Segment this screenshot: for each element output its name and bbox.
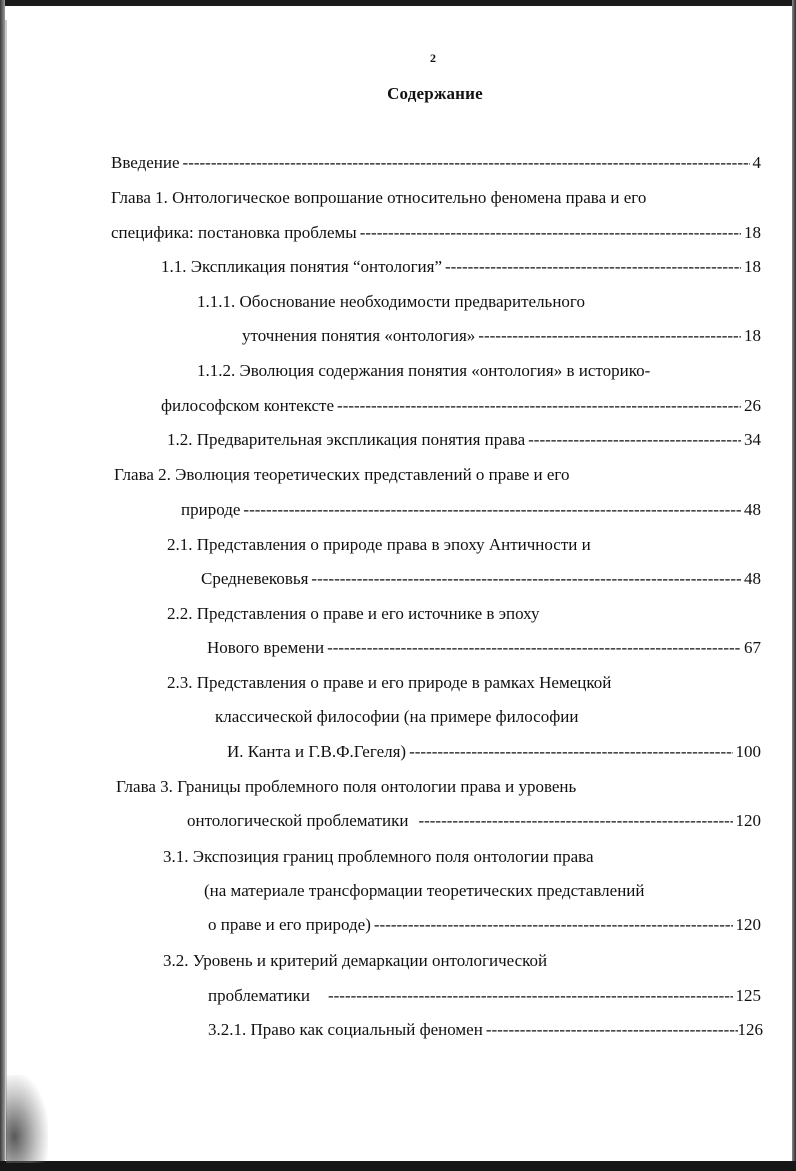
toc-leader [445, 256, 741, 278]
toc-page-number: 120 [735, 915, 761, 934]
toc-page-number: 4 [752, 153, 761, 172]
toc-leader [327, 637, 741, 659]
scan-border-bottom [0, 1161, 796, 1171]
toc-entry-section-3-2-line1[interactable]: 3.2. Уровень и критерий демаркации онтологической [163, 951, 548, 970]
toc-page-number: 48 [744, 569, 761, 588]
toc-entry-section-1-1[interactable] [161, 256, 761, 278]
toc-entry-chapter-2[interactable] [181, 499, 761, 521]
toc-entry-section-3-1-line1[interactable]: 3.1. Экспозиция границ проблемного поля онтологии права [163, 847, 594, 866]
toc-entry-label: онтологической проблематики [187, 811, 409, 830]
toc-entry-section-2-2-line1[interactable]: 2.2. Представления о праве и его источнике в эпоху [167, 604, 540, 623]
toc-leader [409, 741, 732, 763]
toc-entry-section-1-1-1[interactable] [242, 325, 761, 347]
toc-leader [418, 810, 732, 832]
toc-page-number: 48 [744, 500, 761, 519]
toc-page-number: 18 [744, 223, 761, 242]
toc-page-number: 125 [735, 986, 761, 1005]
toc-entry-label: 1.1. Экспликация понятия “онтология” [161, 257, 442, 276]
toc-entry-label: природе [181, 500, 241, 519]
toc-leader [360, 222, 741, 244]
scan-smudge [6, 1075, 48, 1163]
toc-leader [328, 985, 733, 1007]
toc-entry-chapter-1[interactable] [111, 222, 761, 244]
toc-page-number: 18 [744, 326, 761, 345]
toc-entry-section-2-3-line2[interactable]: классической философии (на примере философии [215, 707, 579, 726]
toc-entry-label: И. Канта и Г.В.Ф.Гегеля) [227, 742, 407, 761]
scan-edge-shadow [5, 20, 7, 1160]
toc-entry-label: 1.2. Предварительная экспликация понятия права [167, 430, 526, 449]
toc-entry-label: Средневековья [201, 569, 309, 588]
toc-entry-chapter-2-line1[interactable]: Глава 2. Эволюция теоретических представлений о праве и его [114, 465, 570, 484]
toc-leader [528, 429, 741, 451]
toc-entry-section-2-3-line1[interactable]: 2.3. Представления о праве и его природе в рамках Немецкой [167, 673, 612, 692]
toc-page-number: 67 [744, 638, 761, 657]
toc-page-number: 18 [744, 257, 761, 276]
page-title: Содержание [387, 84, 483, 103]
toc-page-number: 26 [744, 396, 761, 415]
toc-page-number: 120 [735, 811, 761, 830]
toc-entry-chapter-3[interactable] [187, 810, 761, 832]
toc-entry-section-3-1[interactable] [208, 914, 761, 936]
toc-leader [486, 1019, 738, 1041]
toc-entry-section-2-1-line1[interactable]: 2.1. Представления о природе права в эпоху Античности и [167, 535, 591, 554]
toc-entry-section-1-1-2-line1[interactable]: 1.1.2. Эволюция содержания понятия «онтология» в историко- [197, 361, 651, 380]
toc-entry-label: 3.2.1. Право как социальный феномен [208, 1020, 483, 1039]
toc-leader [337, 395, 741, 417]
toc-leader [374, 914, 733, 936]
toc-entry-section-2-1[interactable] [201, 568, 761, 590]
toc-entry-section-3-2-1[interactable] [208, 1019, 763, 1041]
toc-entry-label: философском контексте [161, 396, 335, 415]
toc-entry-label: уточнения понятия «онтология» [242, 326, 476, 345]
toc-entry-chapter-1-line1[interactable]: Глава 1. Онтологическое вопрошание относительно феномена права и его [111, 188, 647, 207]
toc-entry-label: Введение [111, 153, 180, 172]
toc-leader [243, 499, 741, 521]
toc-entry-label: о праве и его природе) [208, 915, 371, 934]
toc-page-number: 34 [744, 430, 761, 449]
page-number: 2 [430, 51, 436, 65]
toc-entry-label: проблематики [208, 986, 310, 1005]
toc-entry-section-1-1-2[interactable] [161, 395, 761, 417]
toc-entry-intro[interactable] [111, 152, 761, 174]
toc-entry-section-2-3[interactable] [227, 741, 761, 763]
toc-page-number: 100 [735, 742, 761, 761]
toc-entry-label: Нового времени [207, 638, 325, 657]
toc-entry-section-1-1-1-line1[interactable]: 1.1.1. Обоснование необходимости предварительного [197, 292, 585, 311]
toc-leader [183, 152, 750, 174]
toc-entry-chapter-3-line1[interactable]: Глава 3. Границы проблемного поля онтологии права и уровень [116, 777, 577, 796]
toc-entry-section-3-1-line2[interactable]: (на материале трансформации теоретических представлений [204, 881, 645, 900]
toc-leader [311, 568, 741, 590]
toc-leader [478, 325, 741, 347]
toc-entry-section-2-2[interactable] [207, 637, 761, 659]
toc-page-number: 126 [737, 1020, 763, 1039]
toc-entry-section-3-2[interactable] [208, 985, 761, 1007]
toc-entry-section-1-2[interactable] [167, 429, 761, 451]
toc-entry-label: специфика: постановка проблемы [111, 223, 357, 242]
scan-border-right [792, 0, 796, 1171]
scan-border-top [0, 0, 796, 6]
